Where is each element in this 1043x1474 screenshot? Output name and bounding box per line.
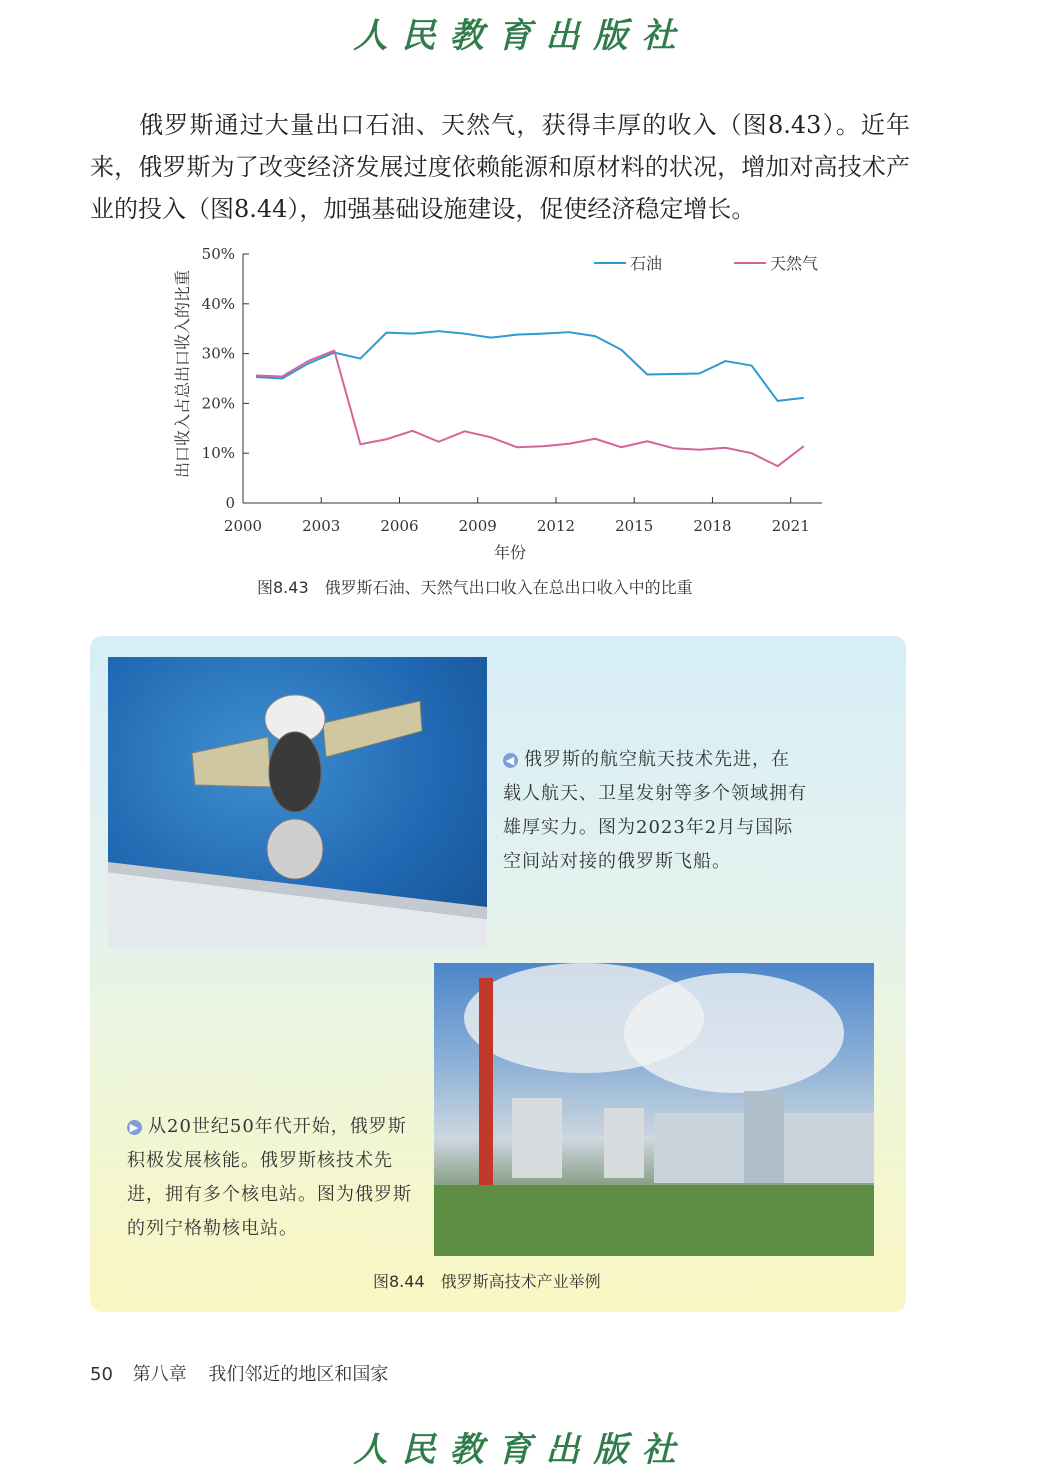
x-tick-label: 2000 — [223, 517, 263, 535]
chart-ticks — [202, 245, 810, 535]
leningrad-npp-photo — [434, 963, 874, 1256]
chart-axes — [243, 254, 822, 503]
legend-label: 石油 — [630, 254, 663, 273]
page-number: 50 — [90, 1364, 113, 1385]
figure-8-44-caption: 图8.44 俄罗斯高技术产业举例 — [373, 1272, 601, 1291]
oil-gas-export-chart — [160, 238, 840, 568]
x-tick-label: 2012 — [536, 517, 576, 535]
publisher-logo-top: 人民教育出版社 — [353, 16, 690, 56]
publisher-logo-bottom: 人民教育出版社 — [353, 1430, 690, 1470]
x-tick-label: 2006 — [380, 517, 419, 535]
soyuz-spacecraft-photo — [108, 657, 487, 949]
arrow-right-icon: ▶ — [127, 1120, 142, 1135]
space-tech-note-text: 俄罗斯的航空航天技术先进，在载人航天、卫星发射等多个领域拥有雄厚实力。图为2023年2月与国际空间站对接的俄罗斯飞船。 — [503, 749, 807, 872]
x-tick-label: 2018 — [693, 517, 732, 535]
body-paragraph-text: 俄罗斯通过大量出口石油、天然气，获得丰厚的收入（图8.43）。近年来，俄罗斯为了改变经济发展过度依赖能源和原材料的状况，增加对高技术产业的投入（图8.44），加强基础设施建设，促使经济稳定增长。 — [90, 111, 910, 223]
x-tick-label: 2009 — [458, 517, 497, 535]
y-tick-label: 30% — [201, 344, 235, 363]
nuclear-tech-note-text: 从20世纪50年代开始，俄罗斯积极发展核能。俄罗斯核技术先进，拥有多个核电站。图为俄罗斯的列宁格勒核电站。 — [127, 1116, 412, 1239]
legend-label: 天然气 — [770, 254, 819, 273]
chapter-title: 我们邻近的地区和国家 — [208, 1364, 389, 1385]
y-tick-label: 20% — [201, 394, 235, 413]
y-tick-label: 50% — [201, 245, 235, 263]
chapter-label: 第八章 — [132, 1364, 187, 1385]
y-tick-label: 0 — [225, 494, 235, 512]
x-tick-label: 2015 — [615, 517, 654, 535]
figure-8-43-caption: 图8.43 俄罗斯石油、天然气出口收入在总出口收入中的比重 — [257, 578, 693, 597]
nuclear-tech-note — [127, 1110, 419, 1246]
series-line-gas — [256, 351, 804, 467]
page-footer — [90, 1360, 388, 1386]
y-tick-label: 10% — [201, 444, 235, 463]
y-tick-label: 40% — [201, 294, 235, 313]
space-tech-note — [503, 743, 808, 879]
chart-legend — [594, 254, 818, 273]
body-paragraph — [90, 104, 910, 230]
chart-x-axis-label: 年份 — [493, 543, 527, 562]
arrow-left-icon: ◀ — [503, 753, 518, 768]
chart-series — [256, 331, 804, 466]
x-tick-label: 2021 — [771, 517, 810, 535]
x-tick-label: 2003 — [302, 517, 341, 535]
chart-y-axis-label: 出口收入占总出口收入的比重 — [173, 269, 192, 479]
